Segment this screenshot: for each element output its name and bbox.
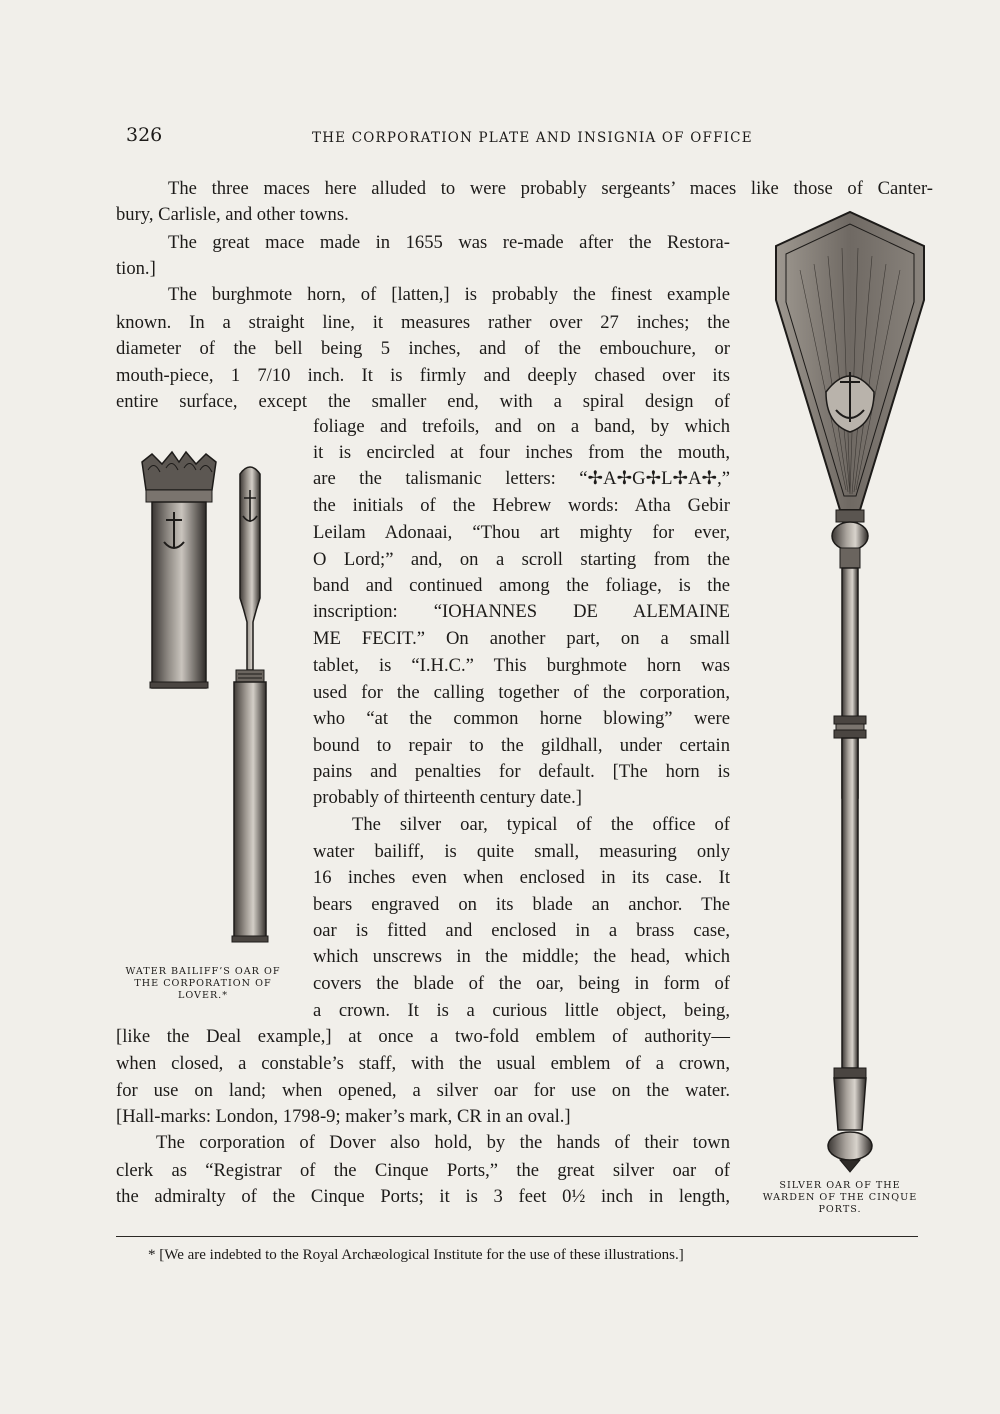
body-line: are the talismanic letters: “✢A✢G✢L✢A✢,” <box>313 468 730 489</box>
body-line: it is encircled at four inches from the mouth, <box>313 442 730 463</box>
footnote: * [We are indebted to the Royal Archæological Institute for the use of these illustrations.] <box>148 1247 684 1263</box>
body-line: which unscrews in the middle; the head, which <box>313 946 730 967</box>
page-number: 326 <box>126 124 163 146</box>
body-line: when closed, a constable’s staff, with the usual emblem of a crown, <box>116 1053 730 1074</box>
body-line: The three maces here alluded to were probably sergeants’ maces like those of Canter- <box>168 178 933 199</box>
body-line: used for the calling together of the corporation, <box>313 682 730 703</box>
body-line: the admiralty of the Cinque Ports; it is 3 feet 0½ inch in length, <box>116 1186 730 1207</box>
body-line: The great mace made in 1655 was re-made after the Restora- <box>168 232 730 253</box>
body-line: tion.] <box>116 258 156 279</box>
body-line: covers the blade of the oar, being in form of <box>313 973 730 994</box>
body-line: 16 inches even when enclosed in its case. It <box>313 867 730 888</box>
caption-line: LOVER.* <box>177 990 229 1001</box>
footnote-rule <box>116 1236 918 1237</box>
caption-line: THE CORPORATION OF <box>134 978 272 989</box>
body-line: known. In a straight line, it measures rather over 27 inches; the <box>116 312 730 333</box>
body-line: foliage and trefoils, and on a band, by which <box>313 416 730 437</box>
body-line: oar is fitted and enclosed in a brass case, <box>313 920 730 941</box>
body-line: band and continued among the foliage, is the <box>313 575 730 596</box>
body-line: ME FECIT.” On another part, on a small <box>313 628 730 649</box>
body-line: the initials of the Hebrew words: Atha Gebir <box>313 495 730 516</box>
body-line: for use on land; when opened, a silver oar for use on the water. <box>116 1080 730 1101</box>
caption-line: WARDEN OF THE CINQUE <box>762 1192 918 1203</box>
body-line: water bailiff, is quite small, measuring only <box>313 841 730 862</box>
left-figure-caption <box>112 966 294 1002</box>
body-line: [Hall-marks: London, 1798-9; maker’s mark, CR in an oval.] <box>116 1106 571 1127</box>
water-bailiff-oar-case <box>134 450 224 690</box>
body-line: O Lord;” and, on a scroll starting from the <box>313 549 730 570</box>
body-line: who “at the common horne blowing” were <box>313 708 730 729</box>
body-line: entire surface, except the smaller end, with a spiral design of <box>116 391 730 412</box>
body-line: [like the Deal example,] at once a two-fold emblem of authority— <box>116 1026 730 1047</box>
body-line: a crown. It is a curious little object, being, <box>313 1000 730 1021</box>
body-line: tablet, is “I.H.C.” This burghmote horn was <box>313 655 730 676</box>
running-title: THE CORPORATION PLATE AND INSIGNIA OF OFFICE <box>312 130 753 146</box>
body-line: bury, Carlisle, and other towns. <box>116 204 349 225</box>
body-line: diameter of the bell being 5 inches, and of the embouchure, or <box>116 338 730 359</box>
body-line: clerk as “Registrar of the Cinque Ports,” the great silver oar of <box>116 1160 730 1181</box>
warden-great-silver-oar <box>770 210 930 1180</box>
body-line: bound to repair to the gildhall, under certain <box>313 735 730 756</box>
body-line: bears engraved on its blade an anchor. The <box>313 894 730 915</box>
body-line: The corporation of Dover also hold, by the hands of their town <box>156 1132 730 1153</box>
caption-line: WATER BAILIFF’S OAR OF <box>125 966 281 977</box>
body-line: The burghmote horn, of [latten,] is probably the finest example <box>168 284 730 305</box>
body-line: probably of thirteenth century date.] <box>313 787 582 808</box>
body-line: Leilam Adonaai, “Thou art mighty for ever, <box>313 522 730 543</box>
right-figure-caption <box>752 1180 928 1216</box>
body-line: The silver oar, typical of the office of <box>352 814 730 835</box>
caption-line: SILVER OAR OF THE <box>779 1180 901 1191</box>
body-line: inscription: “IOHANNES DE ALEMAINE <box>313 601 730 622</box>
water-bailiff-oar <box>226 460 286 950</box>
body-line: pains and penalties for default. [The horn is <box>313 761 730 782</box>
body-line: mouth-piece, 1 7/10 inch. It is firmly and deeply chased over its <box>116 365 730 386</box>
caption-line: PORTS. <box>818 1204 862 1215</box>
